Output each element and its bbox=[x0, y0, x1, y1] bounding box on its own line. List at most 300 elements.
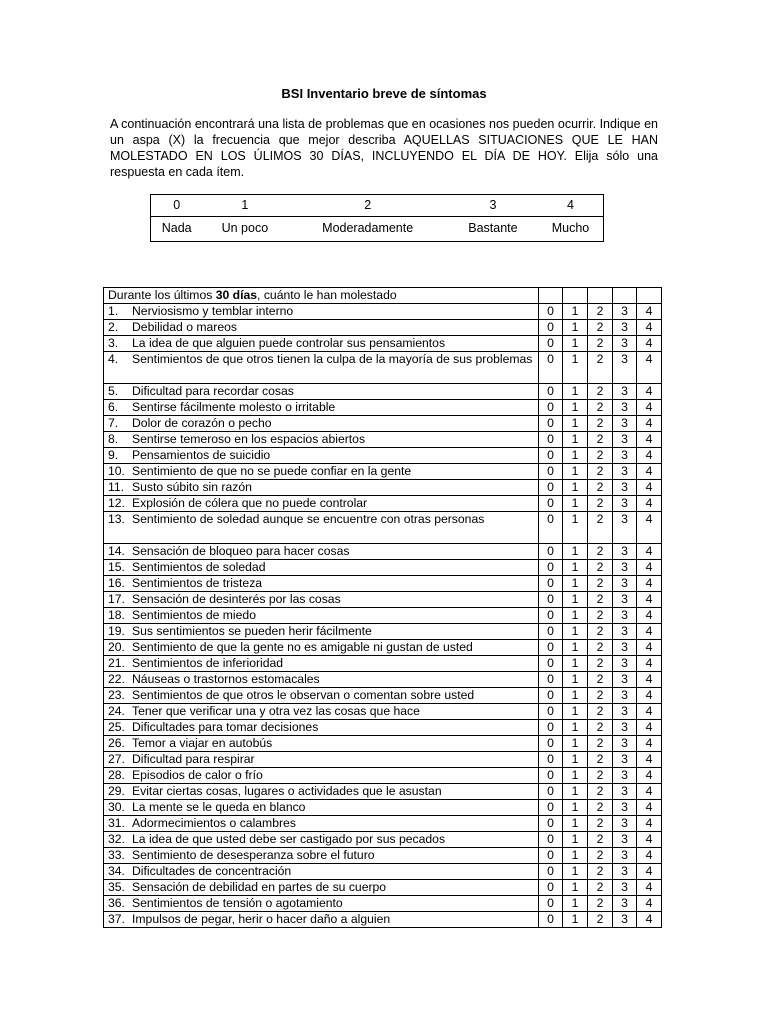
item-cell bbox=[104, 736, 539, 752]
item-cell bbox=[104, 416, 539, 432]
response-option-2[interactable]: 2 bbox=[588, 896, 613, 912]
response-option-4[interactable]: 4 bbox=[637, 688, 662, 704]
response-option-0[interactable]: 0 bbox=[539, 880, 563, 896]
item-cell bbox=[104, 784, 539, 800]
response-option-0[interactable]: 0 bbox=[539, 832, 563, 848]
item-text: Explosión de cólera que no puede controlar bbox=[132, 496, 368, 510]
table-row bbox=[104, 464, 662, 480]
response-option-4[interactable]: 4 bbox=[637, 656, 662, 672]
response-option-3[interactable]: 3 bbox=[613, 720, 637, 736]
table-row bbox=[104, 816, 662, 832]
table-row bbox=[104, 544, 662, 560]
response-option-1[interactable]: 1 bbox=[563, 640, 588, 656]
response-option-0[interactable]: 0 bbox=[539, 864, 563, 880]
response-option-2[interactable]: 2 bbox=[588, 688, 613, 704]
response-option-0[interactable]: 0 bbox=[539, 752, 563, 768]
response-option-4[interactable]: 4 bbox=[637, 384, 662, 400]
item-cell bbox=[104, 400, 539, 416]
header-empty-cell bbox=[588, 288, 613, 304]
response-option-0[interactable]: 0 bbox=[539, 400, 563, 416]
item-text: Sentimientos de que otros tienen la culpa de la mayoría de sus problemas bbox=[132, 352, 533, 366]
response-option-1[interactable]: 1 bbox=[563, 704, 588, 720]
response-option-1[interactable]: 1 bbox=[563, 816, 588, 832]
scale-value: 0 bbox=[150, 194, 203, 217]
table-header-row bbox=[104, 288, 662, 304]
item-number: 17. bbox=[108, 592, 125, 606]
response-option-4[interactable]: 4 bbox=[637, 608, 662, 624]
response-option-2[interactable]: 2 bbox=[588, 608, 613, 624]
item-text: Dificultades de concentración bbox=[132, 864, 292, 878]
response-option-3[interactable]: 3 bbox=[613, 896, 637, 912]
response-option-0[interactable]: 0 bbox=[539, 624, 563, 640]
response-option-0[interactable]: 0 bbox=[539, 560, 563, 576]
response-option-4[interactable]: 4 bbox=[637, 896, 662, 912]
response-option-4[interactable]: 4 bbox=[637, 544, 662, 560]
item-number: 25. bbox=[108, 720, 125, 734]
response-option-3[interactable]: 3 bbox=[613, 832, 637, 848]
table-row bbox=[104, 800, 662, 816]
table-row bbox=[104, 784, 662, 800]
response-option-3[interactable]: 3 bbox=[613, 416, 637, 432]
item-cell bbox=[104, 848, 539, 864]
response-option-3[interactable]: 3 bbox=[613, 560, 637, 576]
response-option-3[interactable]: 3 bbox=[613, 592, 637, 608]
item-number: 14. bbox=[108, 544, 125, 558]
response-option-4[interactable]: 4 bbox=[637, 768, 662, 784]
response-option-4[interactable]: 4 bbox=[637, 624, 662, 640]
response-option-0[interactable]: 0 bbox=[539, 704, 563, 720]
response-option-0[interactable]: 0 bbox=[539, 800, 563, 816]
header-empty-cell bbox=[563, 288, 588, 304]
instructions-paragraph: A continuación encontrará una lista de problemas que en ocasiones nos pueden ocurrir. Indique en un aspa (X) la frecuencia que mejor describa AQUELLAS SITUACIONES QUE LE HAN MOLESTADO EN LOS ÚLIMOS 30 DÍAS, INCLUYENDO EL DÍA DE HOY. Elija sólo una respuesta en cada ítem. bbox=[110, 117, 658, 179]
response-option-4[interactable]: 4 bbox=[637, 592, 662, 608]
item-cell bbox=[104, 592, 539, 608]
response-option-0[interactable]: 0 bbox=[539, 304, 563, 320]
response-option-0[interactable]: 0 bbox=[539, 336, 563, 352]
response-option-0[interactable]: 0 bbox=[539, 512, 563, 544]
response-option-3[interactable]: 3 bbox=[613, 640, 637, 656]
response-option-4[interactable]: 4 bbox=[637, 880, 662, 896]
item-number: 35. bbox=[108, 880, 125, 894]
response-option-1[interactable]: 1 bbox=[563, 800, 588, 816]
response-option-0[interactable]: 0 bbox=[539, 640, 563, 656]
item-text: Pensamientos de suicidio bbox=[132, 448, 271, 462]
response-option-1[interactable]: 1 bbox=[563, 736, 588, 752]
response-option-2[interactable]: 2 bbox=[588, 784, 613, 800]
scale-label: Nada bbox=[161, 221, 192, 235]
item-number: 20. bbox=[108, 640, 125, 654]
response-option-3[interactable]: 3 bbox=[613, 656, 637, 672]
response-option-2[interactable]: 2 bbox=[588, 304, 613, 320]
response-option-3[interactable]: 3 bbox=[613, 384, 637, 400]
item-text: Tener que verificar una y otra vez las cosas que hace bbox=[132, 704, 420, 718]
response-option-4[interactable]: 4 bbox=[637, 784, 662, 800]
table-row bbox=[104, 496, 662, 512]
item-text: La idea de que alguien puede controlar sus pensamientos bbox=[132, 336, 446, 350]
response-option-4[interactable]: 4 bbox=[637, 816, 662, 832]
item-text: Sentimiento de desesperanza sobre el futuro bbox=[132, 848, 375, 862]
response-option-3[interactable]: 3 bbox=[613, 304, 637, 320]
response-option-1[interactable]: 1 bbox=[563, 352, 588, 384]
response-option-1[interactable]: 1 bbox=[563, 304, 588, 320]
response-option-4[interactable]: 4 bbox=[637, 832, 662, 848]
response-option-1[interactable]: 1 bbox=[563, 656, 588, 672]
table-row bbox=[104, 624, 662, 640]
item-text: Sentirse fácilmente molesto o irritable bbox=[132, 400, 336, 414]
item-number: 4. bbox=[108, 352, 119, 366]
item-text: Sentimientos de soledad bbox=[132, 560, 266, 574]
item-number: 2. bbox=[108, 320, 119, 334]
table-row bbox=[104, 576, 662, 592]
response-option-4[interactable]: 4 bbox=[637, 512, 662, 544]
response-option-2[interactable]: 2 bbox=[588, 720, 613, 736]
response-option-1[interactable]: 1 bbox=[563, 720, 588, 736]
response-option-0[interactable]: 0 bbox=[539, 496, 563, 512]
item-text: Susto súbito sin razón bbox=[132, 480, 252, 494]
response-option-3[interactable]: 3 bbox=[613, 864, 637, 880]
response-option-1[interactable]: 1 bbox=[563, 880, 588, 896]
response-option-1[interactable]: 1 bbox=[563, 768, 588, 784]
response-option-2[interactable]: 2 bbox=[588, 656, 613, 672]
response-option-1[interactable]: 1 bbox=[563, 576, 588, 592]
response-option-2[interactable]: 2 bbox=[588, 320, 613, 336]
table-header-cell bbox=[104, 288, 539, 304]
table-row bbox=[104, 416, 662, 432]
item-cell bbox=[104, 880, 539, 896]
response-option-1[interactable]: 1 bbox=[563, 832, 588, 848]
response-option-3[interactable]: 3 bbox=[613, 448, 637, 464]
response-option-3[interactable]: 3 bbox=[613, 496, 637, 512]
response-option-4[interactable]: 4 bbox=[637, 560, 662, 576]
response-option-0[interactable]: 0 bbox=[539, 352, 563, 384]
response-option-4[interactable]: 4 bbox=[637, 464, 662, 480]
response-option-4[interactable]: 4 bbox=[637, 448, 662, 464]
response-option-3[interactable]: 3 bbox=[613, 624, 637, 640]
response-option-0[interactable]: 0 bbox=[539, 416, 563, 432]
table-row bbox=[104, 400, 662, 416]
response-option-2[interactable]: 2 bbox=[588, 576, 613, 592]
response-option-1[interactable]: 1 bbox=[563, 912, 588, 928]
item-number: 23. bbox=[108, 688, 125, 702]
response-option-1[interactable]: 1 bbox=[563, 560, 588, 576]
response-option-3[interactable]: 3 bbox=[613, 336, 637, 352]
response-option-1[interactable]: 1 bbox=[563, 496, 588, 512]
response-option-1[interactable]: 1 bbox=[563, 624, 588, 640]
response-option-1[interactable]: 1 bbox=[563, 784, 588, 800]
response-option-3[interactable]: 3 bbox=[613, 512, 637, 544]
table-row bbox=[104, 672, 662, 688]
item-number: 30. bbox=[108, 800, 125, 814]
item-cell bbox=[104, 384, 539, 400]
response-option-4[interactable]: 4 bbox=[637, 848, 662, 864]
item-number: 12. bbox=[108, 496, 125, 510]
response-option-3[interactable]: 3 bbox=[613, 576, 637, 592]
item-cell bbox=[104, 496, 539, 512]
response-option-1[interactable]: 1 bbox=[563, 480, 588, 496]
response-option-2[interactable]: 2 bbox=[588, 880, 613, 896]
item-text: Adormecimientos o calambres bbox=[132, 816, 296, 830]
item-cell bbox=[104, 544, 539, 560]
response-option-3[interactable]: 3 bbox=[613, 480, 637, 496]
item-number: 26. bbox=[108, 736, 125, 750]
table-row bbox=[104, 608, 662, 624]
response-option-1[interactable]: 1 bbox=[563, 608, 588, 624]
item-text: Debilidad o mareos bbox=[132, 320, 238, 334]
response-option-1[interactable]: 1 bbox=[563, 320, 588, 336]
response-option-2[interactable]: 2 bbox=[588, 512, 613, 544]
response-option-1[interactable]: 1 bbox=[563, 672, 588, 688]
item-number: 8. bbox=[108, 432, 119, 446]
response-option-4[interactable]: 4 bbox=[637, 640, 662, 656]
response-option-2[interactable]: 2 bbox=[588, 416, 613, 432]
response-option-0[interactable]: 0 bbox=[539, 432, 563, 448]
response-option-3[interactable]: 3 bbox=[613, 736, 637, 752]
response-option-0[interactable]: 0 bbox=[539, 576, 563, 592]
response-option-3[interactable]: 3 bbox=[613, 672, 637, 688]
response-option-1[interactable]: 1 bbox=[563, 592, 588, 608]
item-number: 19. bbox=[108, 624, 125, 638]
table-row bbox=[104, 832, 662, 848]
table-row bbox=[104, 560, 662, 576]
item-cell bbox=[104, 320, 539, 336]
response-option-0[interactable]: 0 bbox=[539, 544, 563, 560]
response-option-0[interactable]: 0 bbox=[539, 768, 563, 784]
response-option-3[interactable]: 3 bbox=[613, 544, 637, 560]
response-option-3[interactable]: 3 bbox=[613, 848, 637, 864]
response-option-2[interactable]: 2 bbox=[588, 336, 613, 352]
item-number: 3. bbox=[108, 336, 119, 350]
item-number: 6. bbox=[108, 400, 119, 414]
scale-label: Mucho bbox=[551, 221, 590, 235]
item-text: Dificultad para respirar bbox=[132, 752, 255, 766]
response-option-4[interactable]: 4 bbox=[637, 432, 662, 448]
item-text: Dificultades para tomar decisiones bbox=[132, 720, 319, 734]
response-option-1[interactable]: 1 bbox=[563, 432, 588, 448]
response-option-4[interactable]: 4 bbox=[637, 320, 662, 336]
response-option-0[interactable]: 0 bbox=[539, 656, 563, 672]
item-cell bbox=[104, 336, 539, 352]
response-option-0[interactable]: 0 bbox=[539, 896, 563, 912]
response-option-2[interactable]: 2 bbox=[588, 352, 613, 384]
response-option-4[interactable]: 4 bbox=[637, 576, 662, 592]
item-cell bbox=[104, 704, 539, 720]
response-option-0[interactable]: 0 bbox=[539, 592, 563, 608]
item-number: 31. bbox=[108, 816, 125, 830]
response-option-3[interactable]: 3 bbox=[613, 320, 637, 336]
item-number: 13. bbox=[108, 512, 125, 526]
response-option-4[interactable]: 4 bbox=[637, 912, 662, 928]
header-empty-cell bbox=[637, 288, 662, 304]
response-option-2[interactable]: 2 bbox=[588, 560, 613, 576]
response-option-4[interactable]: 4 bbox=[637, 864, 662, 880]
response-option-1[interactable]: 1 bbox=[563, 336, 588, 352]
scale-value: 1 bbox=[203, 194, 286, 217]
response-option-2[interactable]: 2 bbox=[588, 480, 613, 496]
item-text: Sentimientos de miedo bbox=[132, 608, 256, 622]
item-text: Temor a viajar en autobús bbox=[132, 736, 273, 750]
response-option-0[interactable]: 0 bbox=[539, 912, 563, 928]
response-option-4[interactable]: 4 bbox=[637, 400, 662, 416]
response-option-4[interactable]: 4 bbox=[637, 496, 662, 512]
item-text: Sentimientos de tensión o agotamiento bbox=[132, 896, 343, 910]
response-option-2[interactable]: 2 bbox=[588, 432, 613, 448]
response-option-1[interactable]: 1 bbox=[563, 544, 588, 560]
response-option-2[interactable]: 2 bbox=[588, 672, 613, 688]
response-option-2[interactable]: 2 bbox=[588, 400, 613, 416]
item-text: Episodios de calor o frío bbox=[132, 768, 263, 782]
item-number: 9. bbox=[108, 448, 119, 462]
table-row bbox=[104, 432, 662, 448]
response-option-2[interactable]: 2 bbox=[588, 384, 613, 400]
item-cell bbox=[104, 576, 539, 592]
item-number: 16. bbox=[108, 576, 125, 590]
response-option-4[interactable]: 4 bbox=[637, 352, 662, 384]
item-cell bbox=[104, 560, 539, 576]
table-row bbox=[104, 864, 662, 880]
header-empty-cell bbox=[613, 288, 637, 304]
response-option-2[interactable]: 2 bbox=[588, 448, 613, 464]
response-option-2[interactable]: 2 bbox=[588, 912, 613, 928]
item-cell bbox=[104, 720, 539, 736]
response-option-4[interactable]: 4 bbox=[637, 336, 662, 352]
item-number: 1. bbox=[108, 304, 119, 318]
response-option-4[interactable]: 4 bbox=[637, 672, 662, 688]
response-option-1[interactable]: 1 bbox=[563, 512, 588, 544]
response-option-2[interactable]: 2 bbox=[588, 768, 613, 784]
response-option-1[interactable]: 1 bbox=[563, 688, 588, 704]
response-option-0[interactable]: 0 bbox=[539, 384, 563, 400]
table-row bbox=[104, 896, 662, 912]
scale-value: 2 bbox=[286, 194, 448, 217]
item-number: 33. bbox=[108, 848, 125, 862]
item-number: 37. bbox=[108, 912, 125, 926]
response-option-0[interactable]: 0 bbox=[539, 848, 563, 864]
response-option-2[interactable]: 2 bbox=[588, 464, 613, 480]
response-option-2[interactable]: 2 bbox=[588, 496, 613, 512]
item-cell bbox=[104, 672, 539, 688]
item-cell bbox=[104, 304, 539, 320]
response-option-0[interactable]: 0 bbox=[539, 320, 563, 336]
response-option-1[interactable]: 1 bbox=[563, 752, 588, 768]
header-bold-text: 30 días bbox=[215, 288, 258, 302]
item-number: 10. bbox=[108, 464, 125, 478]
response-option-4[interactable]: 4 bbox=[637, 304, 662, 320]
item-cell bbox=[104, 512, 539, 544]
item-cell bbox=[104, 800, 539, 816]
item-cell bbox=[104, 832, 539, 848]
response-option-3[interactable]: 3 bbox=[613, 816, 637, 832]
response-option-3[interactable]: 3 bbox=[613, 400, 637, 416]
response-option-0[interactable]: 0 bbox=[539, 464, 563, 480]
item-cell bbox=[104, 624, 539, 640]
item-cell bbox=[104, 464, 539, 480]
response-option-2[interactable]: 2 bbox=[588, 624, 613, 640]
response-option-1[interactable]: 1 bbox=[563, 416, 588, 432]
item-cell bbox=[104, 640, 539, 656]
response-option-2[interactable]: 2 bbox=[588, 544, 613, 560]
response-option-4[interactable]: 4 bbox=[637, 736, 662, 752]
response-option-0[interactable]: 0 bbox=[539, 448, 563, 464]
header-text: Durante los últimos bbox=[108, 288, 216, 302]
response-option-4[interactable]: 4 bbox=[637, 416, 662, 432]
item-cell bbox=[104, 480, 539, 496]
item-number: 15. bbox=[108, 560, 125, 574]
scale-value: 4 bbox=[537, 194, 604, 217]
response-option-2[interactable]: 2 bbox=[588, 592, 613, 608]
response-option-4[interactable]: 4 bbox=[637, 720, 662, 736]
item-number: 18. bbox=[108, 608, 125, 622]
response-option-0[interactable]: 0 bbox=[539, 720, 563, 736]
response-option-3[interactable]: 3 bbox=[613, 464, 637, 480]
response-option-2[interactable]: 2 bbox=[588, 816, 613, 832]
response-option-2[interactable]: 2 bbox=[588, 752, 613, 768]
table-row bbox=[104, 480, 662, 496]
item-text: Sentimientos de inferioridad bbox=[132, 656, 284, 670]
response-option-2[interactable]: 2 bbox=[588, 864, 613, 880]
scale-label: Bastante bbox=[468, 221, 518, 235]
item-number: 11. bbox=[108, 480, 125, 494]
response-option-2[interactable]: 2 bbox=[588, 640, 613, 656]
response-option-0[interactable]: 0 bbox=[539, 672, 563, 688]
response-option-2[interactable]: 2 bbox=[588, 800, 613, 816]
item-text: Dificultad para recordar cosas bbox=[132, 384, 294, 398]
response-option-1[interactable]: 1 bbox=[563, 448, 588, 464]
response-option-3[interactable]: 3 bbox=[613, 880, 637, 896]
response-option-2[interactable]: 2 bbox=[588, 832, 613, 848]
response-option-2[interactable]: 2 bbox=[588, 736, 613, 752]
response-option-1[interactable]: 1 bbox=[563, 384, 588, 400]
response-option-2[interactable]: 2 bbox=[588, 704, 613, 720]
response-option-3[interactable]: 3 bbox=[613, 784, 637, 800]
item-cell bbox=[104, 912, 539, 928]
table-row bbox=[104, 848, 662, 864]
response-option-3[interactable]: 3 bbox=[613, 608, 637, 624]
response-option-0[interactable]: 0 bbox=[539, 736, 563, 752]
response-option-0[interactable]: 0 bbox=[539, 608, 563, 624]
table-row bbox=[104, 736, 662, 752]
response-option-0[interactable]: 0 bbox=[539, 480, 563, 496]
response-option-0[interactable]: 0 bbox=[539, 688, 563, 704]
response-option-3[interactable]: 3 bbox=[613, 912, 637, 928]
response-option-0[interactable]: 0 bbox=[539, 784, 563, 800]
response-option-2[interactable]: 2 bbox=[588, 848, 613, 864]
response-option-0[interactable]: 0 bbox=[539, 816, 563, 832]
response-option-1[interactable]: 1 bbox=[563, 864, 588, 880]
response-option-1[interactable]: 1 bbox=[563, 896, 588, 912]
response-option-4[interactable]: 4 bbox=[637, 480, 662, 496]
response-option-3[interactable]: 3 bbox=[613, 800, 637, 816]
table-row bbox=[104, 336, 662, 352]
response-option-3[interactable]: 3 bbox=[613, 352, 637, 384]
response-option-1[interactable]: 1 bbox=[563, 464, 588, 480]
item-cell bbox=[104, 656, 539, 672]
response-option-4[interactable]: 4 bbox=[637, 752, 662, 768]
table-row bbox=[104, 720, 662, 736]
response-option-3[interactable]: 3 bbox=[613, 752, 637, 768]
response-option-1[interactable]: 1 bbox=[563, 400, 588, 416]
response-option-3[interactable]: 3 bbox=[613, 688, 637, 704]
scale-value: 3 bbox=[449, 194, 537, 217]
item-text: Sentirse temeroso en los espacios abiertos bbox=[132, 432, 366, 446]
response-option-4[interactable]: 4 bbox=[637, 800, 662, 816]
response-option-4[interactable]: 4 bbox=[637, 704, 662, 720]
header-text: , cuánto le han molestado bbox=[257, 288, 397, 302]
response-option-3[interactable]: 3 bbox=[613, 704, 637, 720]
response-option-3[interactable]: 3 bbox=[613, 432, 637, 448]
item-text: La idea de que usted debe ser castigado por sus pecados bbox=[132, 832, 446, 846]
response-option-3[interactable]: 3 bbox=[613, 768, 637, 784]
response-option-1[interactable]: 1 bbox=[563, 848, 588, 864]
